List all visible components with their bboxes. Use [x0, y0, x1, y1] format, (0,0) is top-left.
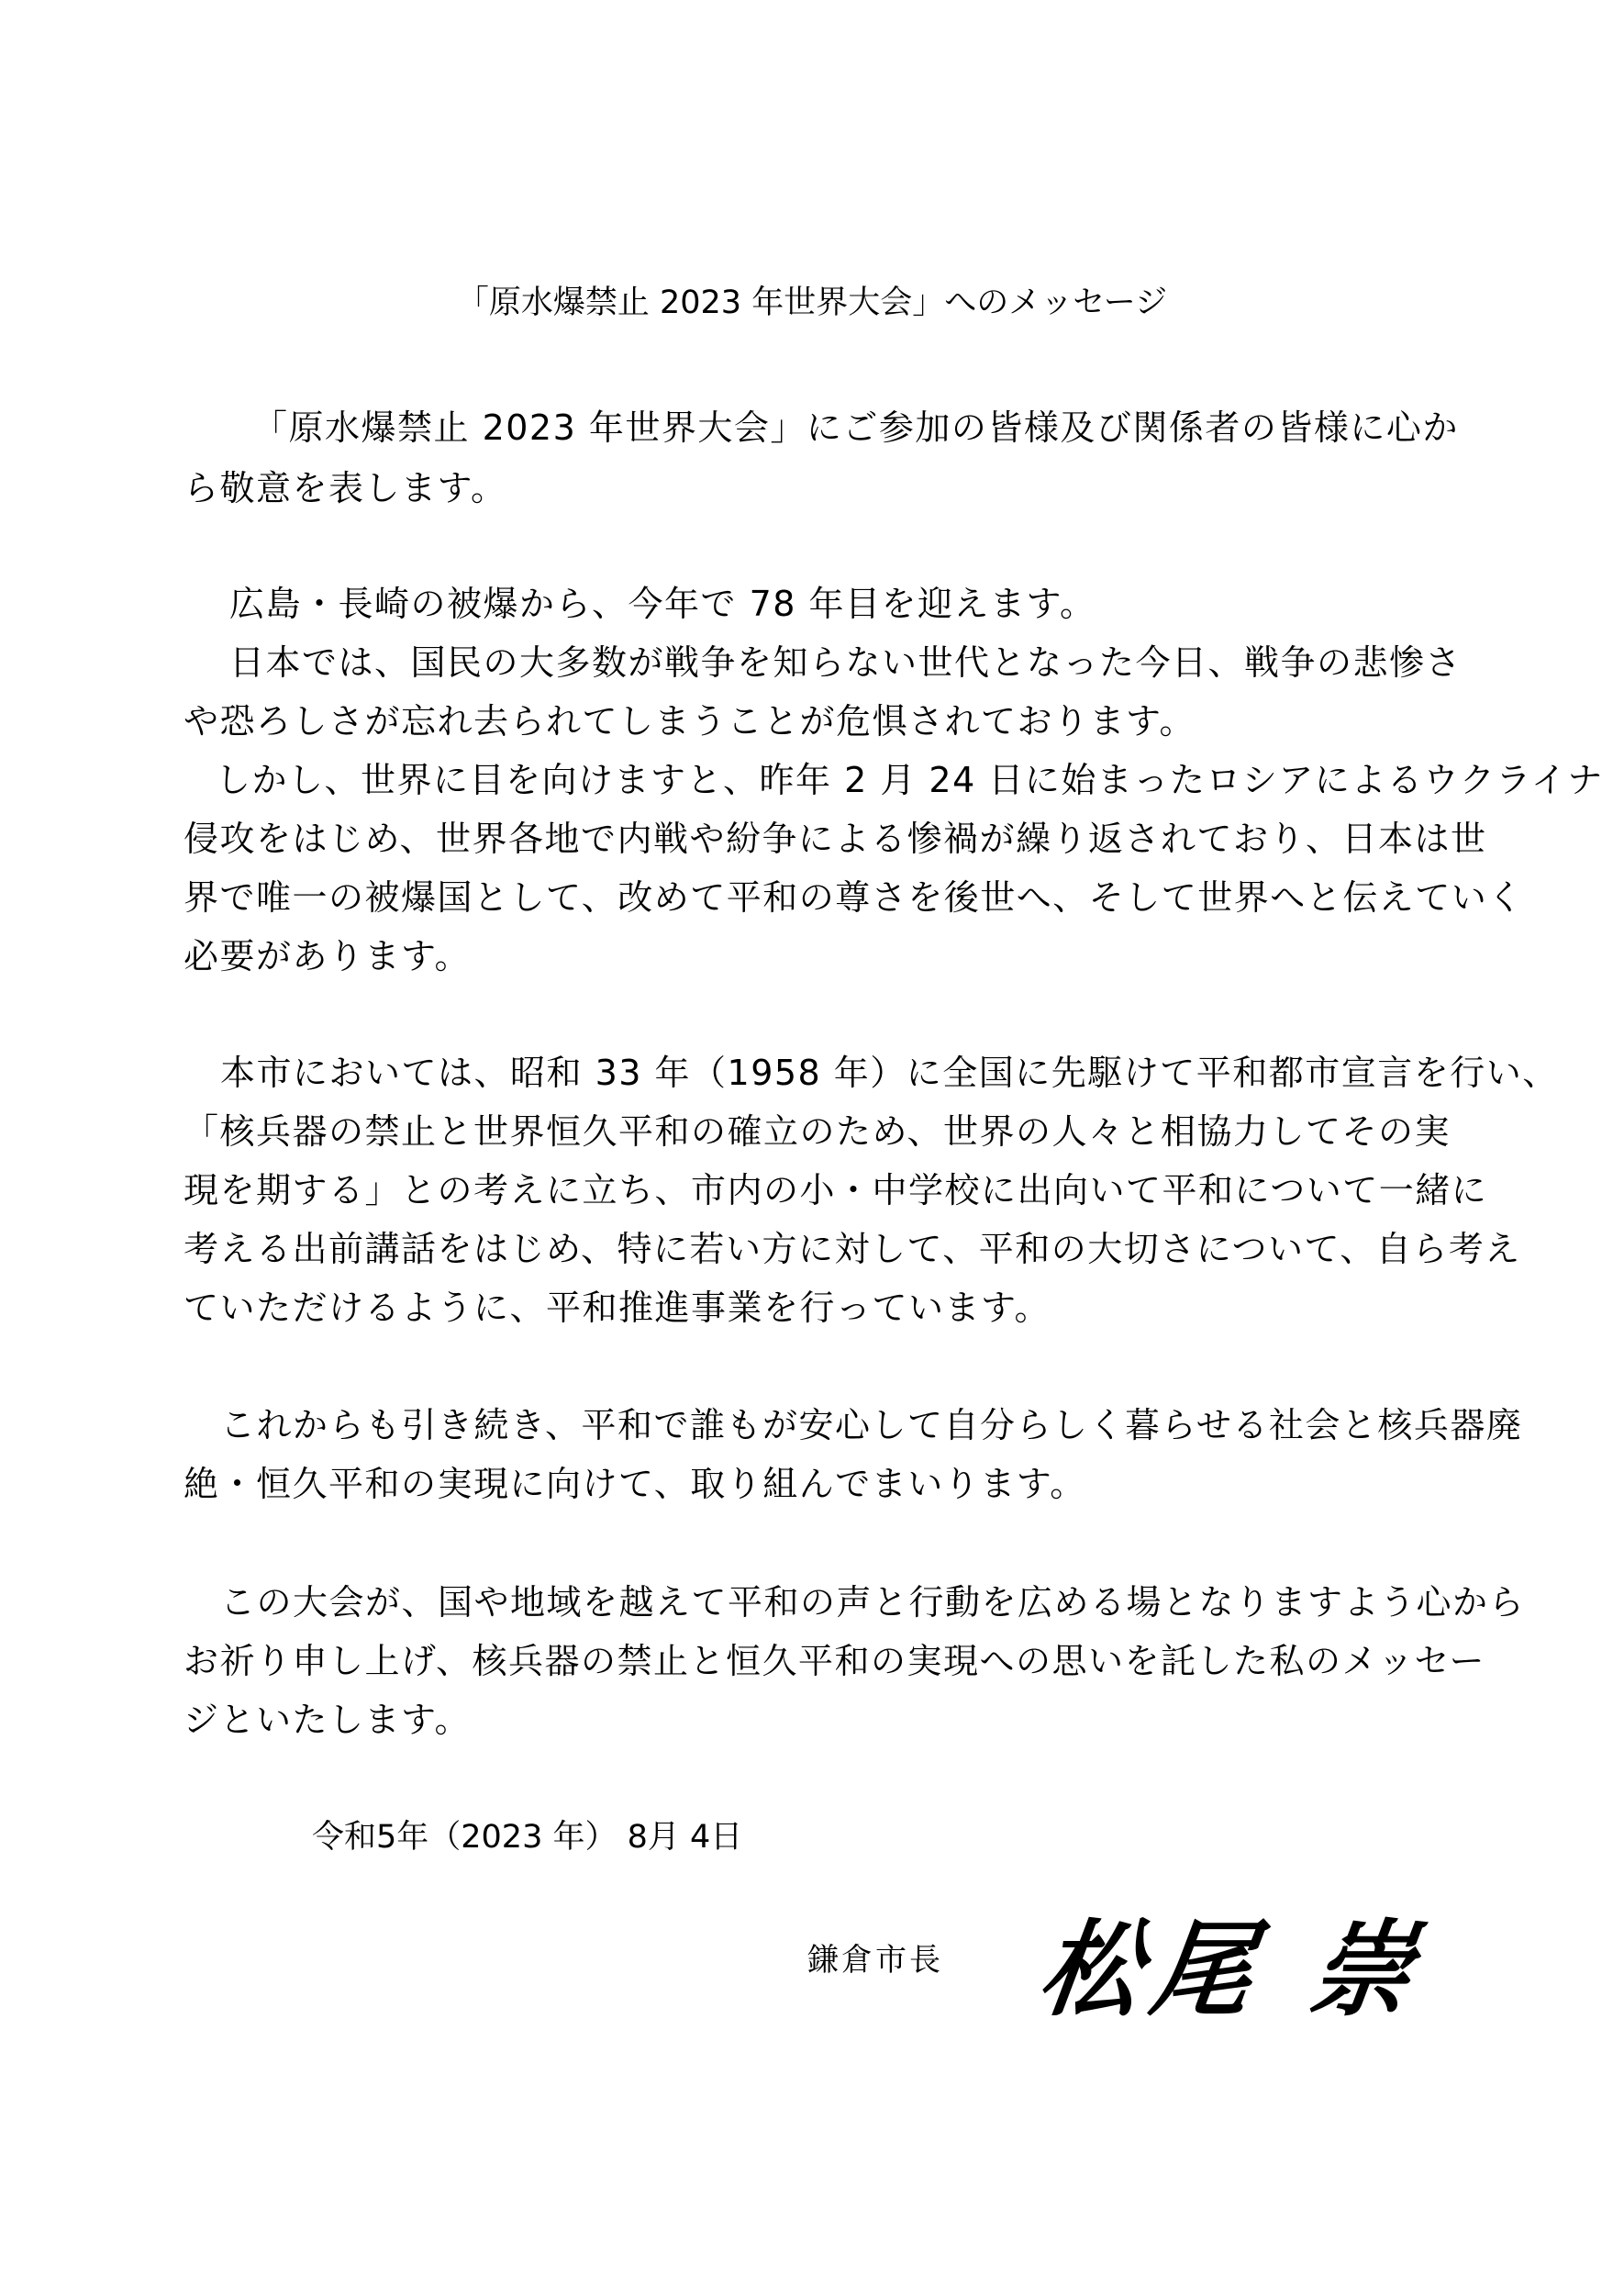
- body-text-line: 必要があります。: [184, 936, 471, 976]
- body-text-line: ていただけるように、平和推進事業を行っています。: [184, 1288, 1051, 1328]
- body-text-line: 考える出前講話をはじめ、特に若い方に対して、平和の大切さについて、自ら考え: [184, 1229, 1521, 1269]
- body-text-line: 侵攻をはじめ、世界各地で内戦や紛争による惨禍が繰り返されており、日本は世: [184, 819, 1487, 859]
- body-text-line: や恐ろしさが忘れ去られてしまうことが危惧されております。: [184, 701, 1196, 742]
- body-text-line: これからも引き続き、平和で誰もが安心して自分らしく暮らせる社会と核兵器廃: [220, 1405, 1523, 1445]
- body-text-line: 「原水爆禁止 2023 年世界大会」にご参加の皆様及び関係者の皆様に心か: [252, 407, 1459, 448]
- body-text-line: この大会が、国や地域を越えて平和の声と行動を広める場となりますよう心から: [220, 1582, 1526, 1623]
- document-date: 令和5年（2023 年） 8月 4日: [312, 1819, 743, 1856]
- body-text-line: 絶・恒久平和の実現に向けて、取り組んでまいります。: [184, 1464, 1086, 1504]
- signature-name: 松尾 崇: [1032, 1909, 1433, 2031]
- body-text-line: 「核兵器の禁止と世界恒久平和の確立のため、世界の人々と相協力してその実: [184, 1111, 1451, 1152]
- signatory-title: 鎌倉市長: [807, 1942, 943, 1979]
- body-text-line: 本市においては、昭和 33 年（1958 年）に全国に先駆けて平和都市宣言を行い、: [220, 1053, 1559, 1093]
- body-text-line: 広島・長崎の被爆から、今年で 78 年目を迎えます。: [229, 584, 1096, 624]
- document-title: 「原水爆禁止 2023 年世界大会」へのメッセージ: [456, 284, 1168, 321]
- body-text-line: お祈り申し上げ、核兵器の禁止と恒久平和の実現への思いを託した私のメッセー: [184, 1641, 1485, 1681]
- body-text-line: しかし、世界に目を向けますと、昨年 2 月 24 日に始まったロシアによるウクライナ: [216, 760, 1604, 800]
- body-text-line: 日本では、国民の大多数が戦争を知らない世代となった今日、戦争の悲惨さ: [229, 642, 1463, 683]
- handwritten-signature: [1032, 1909, 1433, 2033]
- body-text-line: ジといたします。: [184, 1700, 471, 1740]
- body-text-line: 界で唯一の被爆国として、改めて平和の尊さを後世へ、そして世界へと伝えていく: [184, 877, 1524, 918]
- body-text-line: ら敬意を表します。: [184, 468, 507, 508]
- body-text-line: 現を期する」との考えに立ち、市内の小・中学校に出向いて平和について一緒に: [184, 1170, 1488, 1210]
